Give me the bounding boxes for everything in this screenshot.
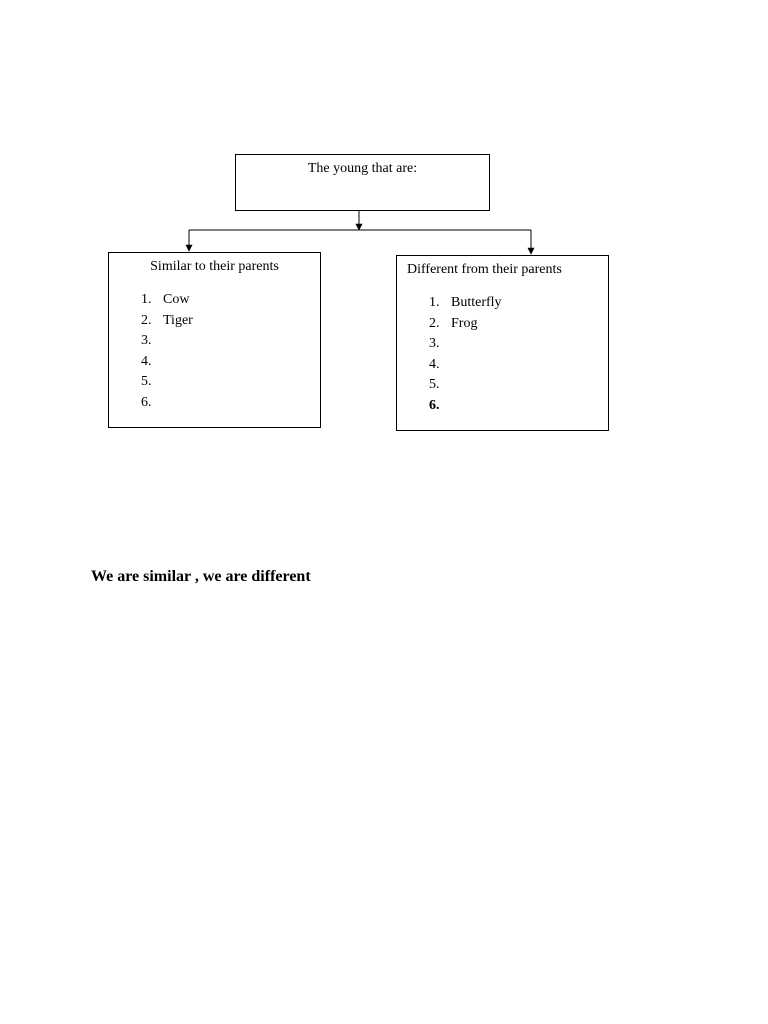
similar-list bbox=[141, 292, 193, 416]
list-item: 2. Frog bbox=[429, 315, 478, 331]
list-item: 1. Butterfly bbox=[429, 295, 502, 310]
different-title: Different from their parents bbox=[407, 262, 562, 277]
list-item: 4. bbox=[429, 356, 440, 372]
list-item: 5. bbox=[429, 377, 440, 393]
root-label: The young that are: bbox=[307, 161, 418, 176]
list-item: 4. bbox=[141, 353, 152, 369]
list-item: 6. bbox=[429, 397, 440, 413]
list-item: 5. bbox=[141, 374, 152, 390]
similar-title: Similar to their parents bbox=[150, 259, 279, 274]
list-item: 2. Tiger bbox=[141, 312, 193, 328]
different-list bbox=[429, 295, 502, 419]
list-item: 3. bbox=[429, 336, 440, 352]
list-item: 6. bbox=[141, 394, 152, 410]
worksheet-heading: We are similar , we are different bbox=[91, 568, 311, 585]
list-item: 3. bbox=[141, 333, 152, 349]
list-item: 1. Cow bbox=[141, 292, 190, 307]
similar-box bbox=[108, 252, 321, 428]
root-box bbox=[235, 154, 490, 211]
different-box bbox=[396, 255, 609, 431]
